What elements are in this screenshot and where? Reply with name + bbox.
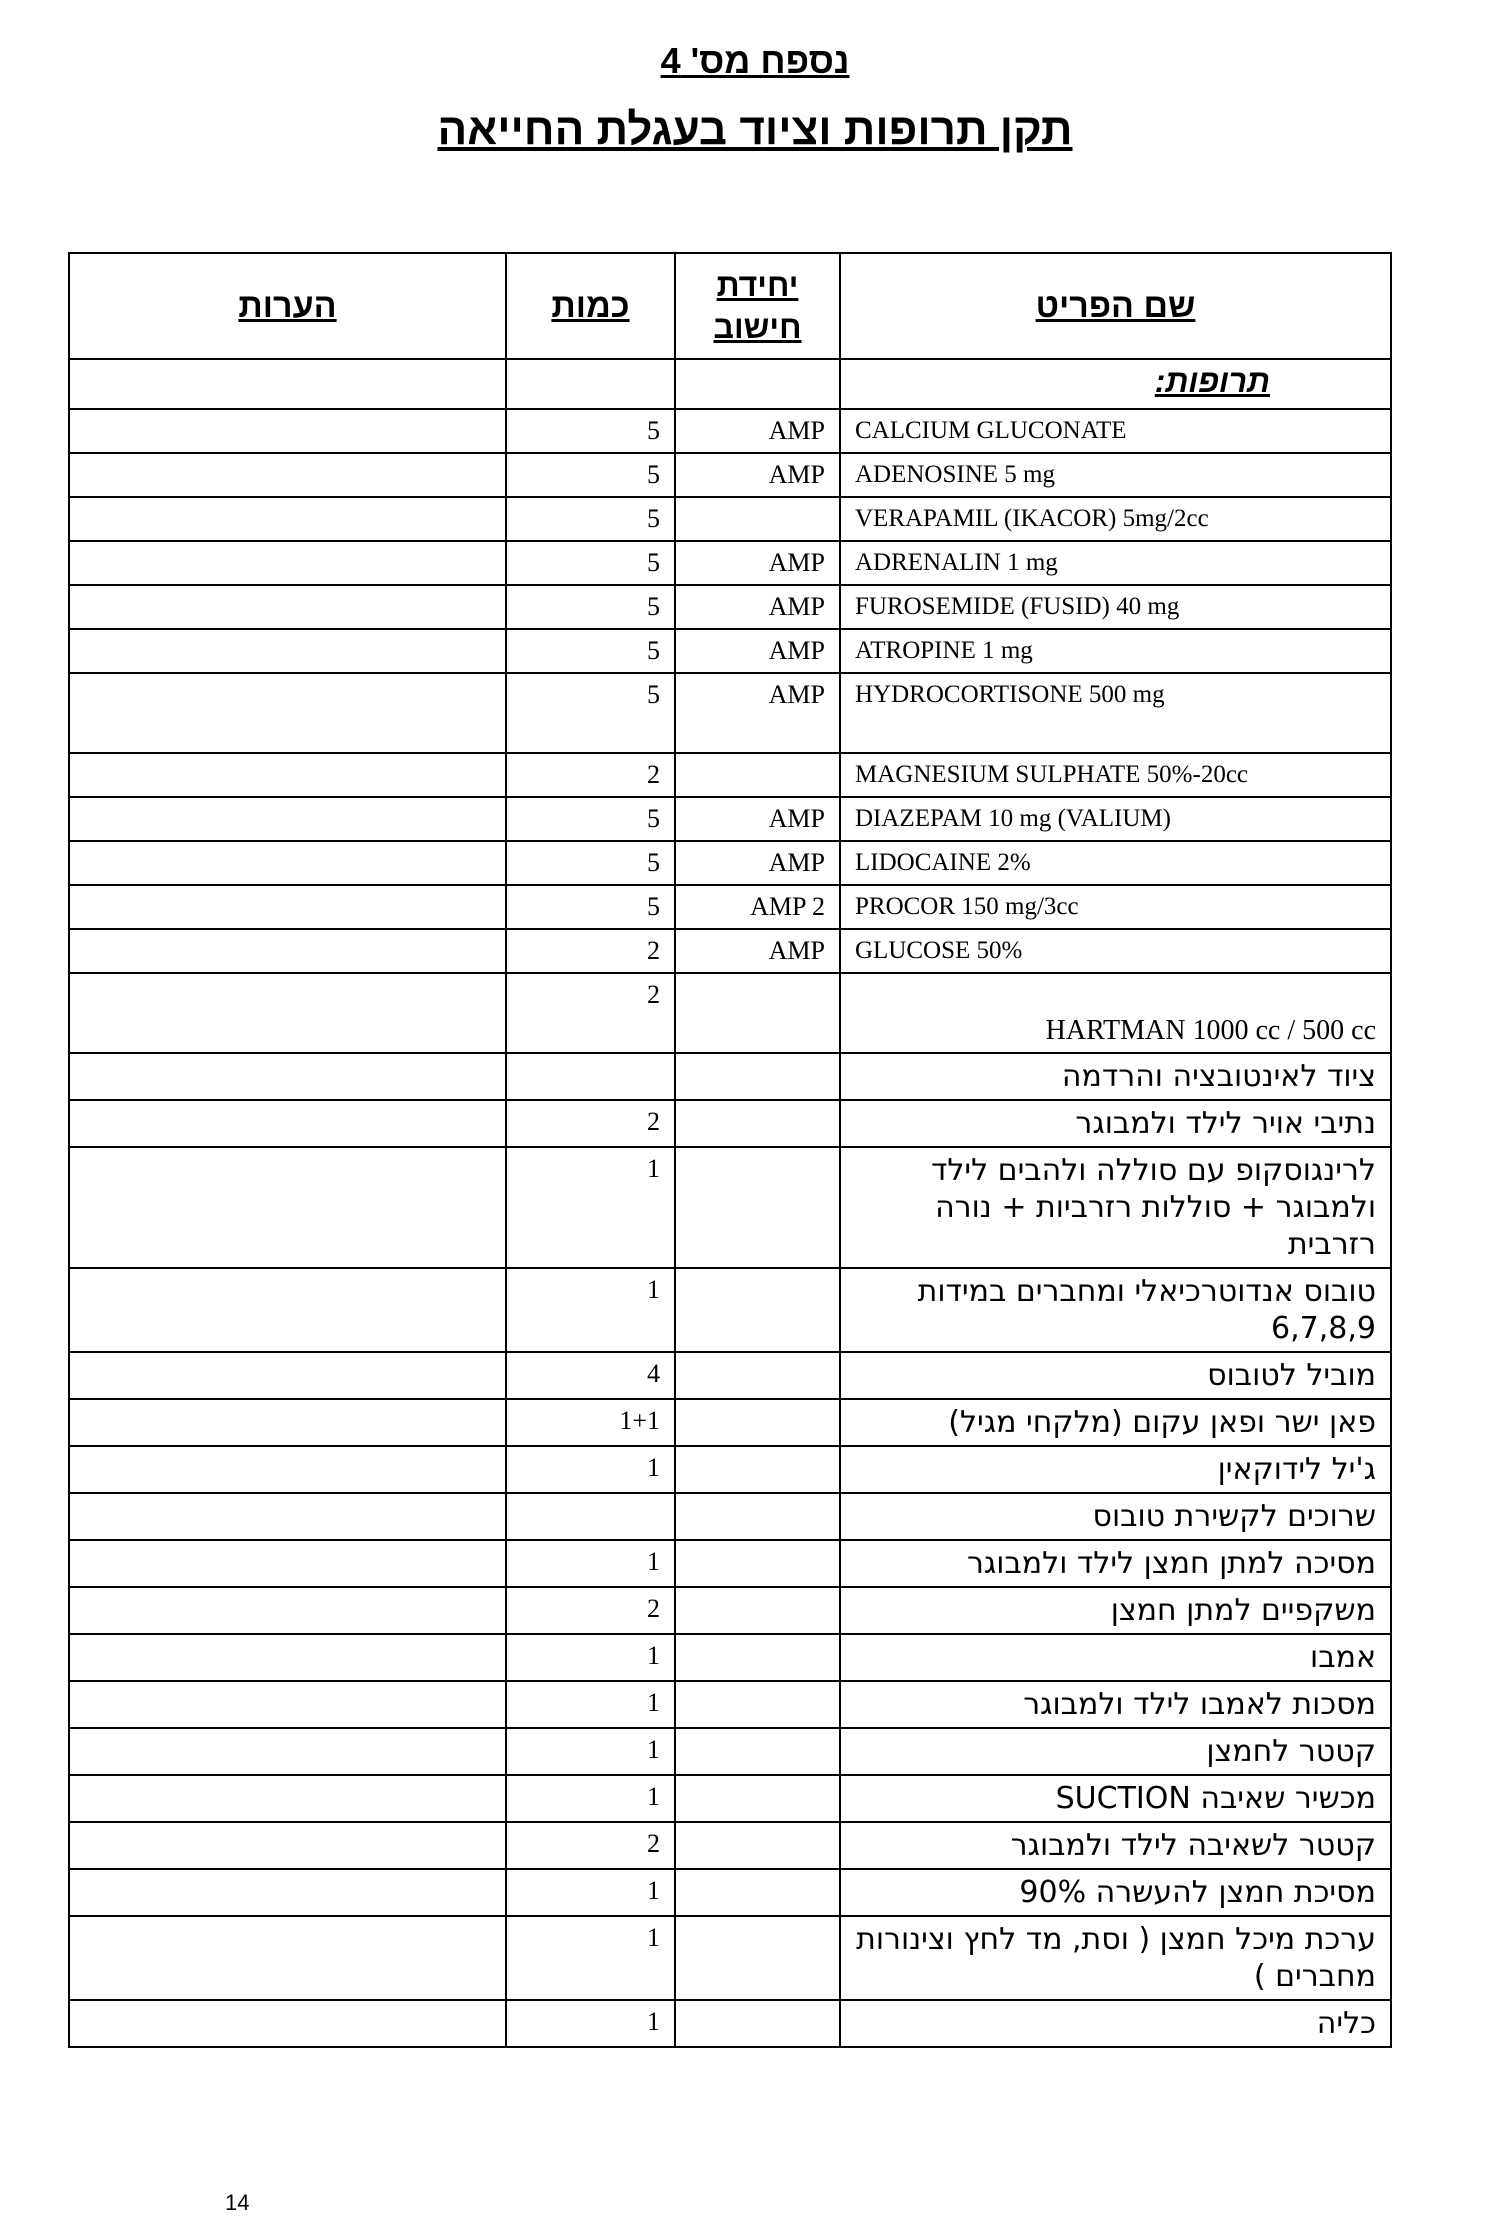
cell-quantity: 5: [506, 453, 675, 497]
table-row: [69, 885, 1391, 929]
cell-item-name: קטטר לחמצן: [840, 1728, 1391, 1775]
cell-item-name: שרוכים לקשירת טובוס: [840, 1493, 1391, 1540]
cell-unit: AMP: [675, 453, 840, 497]
table-row: [69, 1399, 1391, 1446]
table-row: [69, 1587, 1391, 1634]
cell-item-name: טובוס אנדוטרכיאלי ומחברים במידות 6,7,8,9: [840, 1268, 1391, 1352]
table-row: [69, 1540, 1391, 1587]
table-row: [69, 585, 1391, 629]
cell-item-name: LIDOCAINE 2%: [840, 841, 1391, 885]
cell-unit: [675, 1540, 840, 1587]
cell-quantity: 1: [506, 1916, 675, 2000]
cell-item-name: מסיכת חמצן להעשרה 90%: [840, 1869, 1391, 1916]
table-row: [69, 1352, 1391, 1399]
cell-notes: [69, 929, 506, 973]
cell-notes: [69, 1587, 506, 1634]
header-item-name: שם הפריט: [840, 253, 1391, 359]
table-row: [69, 409, 1391, 453]
table-row: [69, 1775, 1391, 1822]
cell-unit: AMP: [675, 585, 840, 629]
cell-quantity: 2: [506, 973, 675, 1053]
cell-notes: [69, 1352, 506, 1399]
table-cell: [506, 359, 675, 409]
table-row: [69, 1493, 1391, 1540]
cell-unit: [675, 1916, 840, 2000]
cell-unit: [675, 1822, 840, 1869]
cell-notes: [69, 541, 506, 585]
cell-notes: [69, 1775, 506, 1822]
cell-unit: [675, 1352, 840, 1399]
cell-notes: [69, 1916, 506, 2000]
cell-unit: AMP: [675, 929, 840, 973]
table-row: [69, 753, 1391, 797]
cell-quantity: 2: [506, 1587, 675, 1634]
cell-notes: [69, 1268, 506, 1352]
cell-notes: [69, 1728, 506, 1775]
cell-item-name: FUROSEMIDE (FUSID) 40 mg: [840, 585, 1391, 629]
table-row: [69, 1268, 1391, 1352]
cell-item-name: VERAPAMIL (IKACOR) 5mg/2cc: [840, 497, 1391, 541]
appendix-number: נספח מס' 4: [660, 40, 850, 81]
table-row: [69, 541, 1391, 585]
cell-item-name: PROCOR 150 mg/3cc: [840, 885, 1391, 929]
cell-notes: [69, 409, 506, 453]
cell-unit: [675, 1493, 840, 1540]
cell-item-name: אמבו: [840, 1634, 1391, 1681]
table-row: [69, 453, 1391, 497]
table-row: [69, 673, 1391, 753]
cell-quantity: 1: [506, 1634, 675, 1681]
cell-unit: [675, 1728, 840, 1775]
cell-unit: [675, 1681, 840, 1728]
table-row: [69, 1053, 1391, 1100]
cell-notes: [69, 753, 506, 797]
cell-notes: [69, 1634, 506, 1681]
cell-quantity: [506, 1053, 675, 1100]
cell-quantity: 1: [506, 1869, 675, 1916]
table-row: [69, 1634, 1391, 1681]
cell-unit: AMP: [675, 409, 840, 453]
cell-item-name: לרינגוסקופ עם סוללה ולהבים לילד ולמבוגר + סוללות רזרביות + נורה רזרבית: [840, 1147, 1391, 1268]
cell-unit: AMP: [675, 797, 840, 841]
cell-notes: [69, 1053, 506, 1100]
cell-notes: [69, 1540, 506, 1587]
cell-unit: [675, 1869, 840, 1916]
cell-notes: [69, 885, 506, 929]
cell-item-name: DIAZEPAM 10 mg (VALIUM): [840, 797, 1391, 841]
header-quantity: כמות: [506, 253, 675, 359]
cell-quantity: 1: [506, 1446, 675, 1493]
cell-notes: [69, 453, 506, 497]
cell-quantity: 5: [506, 885, 675, 929]
table-row: [69, 929, 1391, 973]
table-row: [69, 841, 1391, 885]
cell-notes: [69, 1681, 506, 1728]
cell-quantity: 5: [506, 797, 675, 841]
section-row-drugs: [69, 359, 1391, 409]
cell-quantity: 5: [506, 497, 675, 541]
table-row: [69, 1869, 1391, 1916]
cell-quantity: 5: [506, 409, 675, 453]
cell-notes: [69, 585, 506, 629]
cell-quantity: 1: [506, 1728, 675, 1775]
cell-quantity: 1: [506, 1268, 675, 1352]
cell-item-name: כליה: [840, 2000, 1391, 2047]
cell-notes: [69, 1493, 506, 1540]
cell-quantity: 2: [506, 1822, 675, 1869]
table-cell: [69, 359, 506, 409]
cell-notes: [69, 1869, 506, 1916]
cell-unit: [675, 973, 840, 1053]
cell-item-name: HYDROCORTISONE 500 mg: [840, 673, 1391, 753]
cell-unit: [675, 1147, 840, 1268]
cell-item-name: GLUCOSE 50%: [840, 929, 1391, 973]
cell-unit: [675, 1268, 840, 1352]
cell-notes: [69, 1446, 506, 1493]
cell-unit: [675, 1634, 840, 1681]
table-row: [69, 1728, 1391, 1775]
table-row: [69, 1147, 1391, 1268]
cell-unit: [675, 753, 840, 797]
cell-item-name: משקפיים למתן חמצן: [840, 1587, 1391, 1634]
cell-notes: [69, 629, 506, 673]
cell-notes: [69, 2000, 506, 2047]
page-number-container: [225, 2190, 249, 2216]
cell-notes: [69, 497, 506, 541]
table-row: [69, 973, 1391, 1053]
cell-item-name: נתיבי אויר לילד ולמבוגר: [840, 1100, 1391, 1147]
cell-quantity: 5: [506, 841, 675, 885]
cell-item-name: מכשיר שאיבה SUCTION: [840, 1775, 1391, 1822]
cell-unit: AMP: [675, 629, 840, 673]
cell-item-name: CALCIUM GLUCONATE: [840, 409, 1391, 453]
table-row: [69, 1916, 1391, 2000]
cell-quantity: 4: [506, 1352, 675, 1399]
cell-unit: [675, 1399, 840, 1446]
cell-notes: [69, 1822, 506, 1869]
cell-quantity: 5: [506, 629, 675, 673]
cell-item-name: מסכות לאמבו לילד ולמבוגר: [840, 1681, 1391, 1728]
page-number: 14: [225, 2190, 250, 2215]
cell-notes: [69, 673, 506, 753]
cell-quantity: 1: [506, 1681, 675, 1728]
cell-quantity: 1: [506, 2000, 675, 2047]
cell-notes: [69, 841, 506, 885]
cell-item-name: ATROPINE 1 mg: [840, 629, 1391, 673]
cell-item-name: מוביל לטובוס: [840, 1352, 1391, 1399]
cell-quantity: 5: [506, 673, 675, 753]
cell-item-name: ADENOSINE 5 mg: [840, 453, 1391, 497]
cell-item-name: מסיכה למתן חמצן לילד ולמבוגר: [840, 1540, 1391, 1587]
cell-unit: [675, 1446, 840, 1493]
cell-item-name: ציוד לאינטובציה והרדמה: [840, 1053, 1391, 1100]
header-notes: הערות: [69, 253, 506, 359]
cell-quantity: [506, 1493, 675, 1540]
cell-unit: AMP: [675, 541, 840, 585]
cell-unit: AMP: [675, 673, 840, 753]
cell-unit: [675, 1587, 840, 1634]
cell-notes: [69, 1100, 506, 1147]
table-row: [69, 497, 1391, 541]
section-label-drugs: תרופות:: [840, 359, 1391, 409]
cell-unit: [675, 1775, 840, 1822]
cell-unit: AMP 2: [675, 885, 840, 929]
equipment-table: [68, 252, 1392, 2048]
cell-notes: [69, 1399, 506, 1446]
cell-quantity: 5: [506, 541, 675, 585]
cell-item-name: MAGNESIUM SULPHATE 50%-20cc: [840, 753, 1391, 797]
cell-unit: [675, 1100, 840, 1147]
header-unit: יחידת חישוב: [675, 253, 840, 359]
cell-quantity: 1+1: [506, 1399, 675, 1446]
cell-notes: [69, 973, 506, 1053]
table-row: [69, 1100, 1391, 1147]
table-cell: [675, 359, 840, 409]
table-row: [69, 1822, 1391, 1869]
table-row: [69, 1681, 1391, 1728]
table-header-row: [69, 253, 1391, 359]
cell-unit: AMP: [675, 841, 840, 885]
cell-item-name: ג'יל לידוקאין: [840, 1446, 1391, 1493]
cell-quantity: 2: [506, 753, 675, 797]
cell-unit: [675, 497, 840, 541]
cell-item-name: קטטר לשאיבה לילד ולמבוגר: [840, 1822, 1391, 1869]
cell-notes: [69, 797, 506, 841]
cell-notes: [69, 1147, 506, 1268]
document-title: תקן תרופות וציוד בעגלת החייאה: [437, 105, 1073, 154]
cell-unit: [675, 2000, 840, 2047]
cell-item-name: ערכת מיכל חמצן ( וסת, מד לחץ וצינורות מחברים ): [840, 1916, 1391, 2000]
cell-quantity: 5: [506, 585, 675, 629]
table-row: [69, 797, 1391, 841]
cell-quantity: 1: [506, 1147, 675, 1268]
table-row: [69, 2000, 1391, 2047]
cell-quantity: 1: [506, 1775, 675, 1822]
cell-item-name: פאן ישר ופאן עקום (מלקחי מגיל): [840, 1399, 1391, 1446]
table-row: [69, 629, 1391, 673]
cell-item-name: ADRENALIN 1 mg: [840, 541, 1391, 585]
cell-quantity: 2: [506, 929, 675, 973]
table-row: [69, 1446, 1391, 1493]
cell-quantity: 1: [506, 1540, 675, 1587]
cell-quantity: 2: [506, 1100, 675, 1147]
table-body: [69, 409, 1391, 2047]
cell-unit: [675, 1053, 840, 1100]
cell-item-name: HARTMAN 1000 cc / 500 cc: [840, 973, 1391, 1053]
